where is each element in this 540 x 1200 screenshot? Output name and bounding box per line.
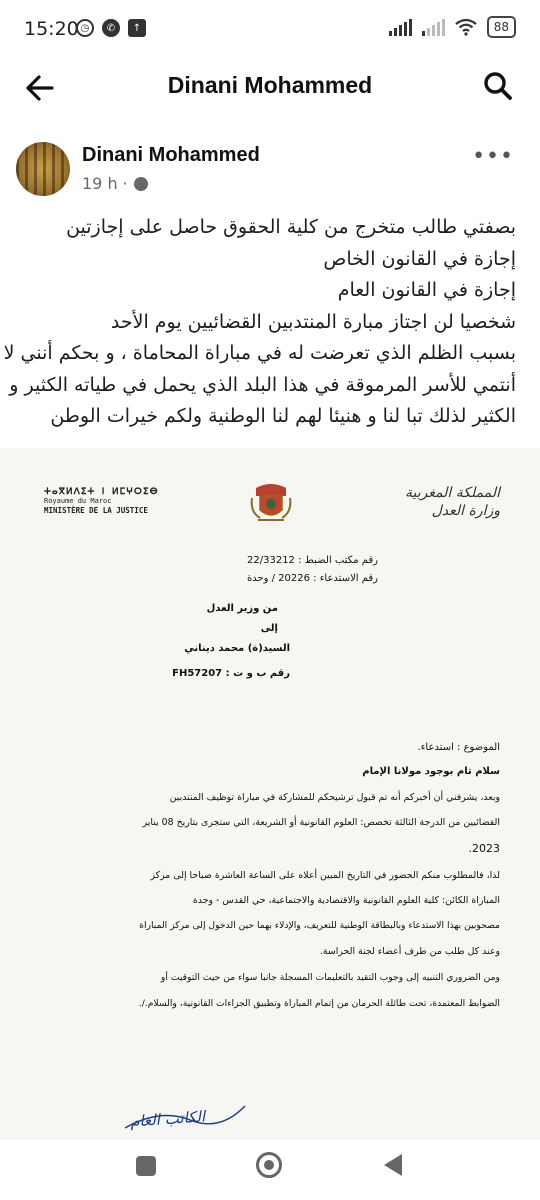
coat-of-arms-icon xyxy=(248,478,294,526)
doc-body-line: وبعد، يشرفني أن أخبركم أنه تم قبول ترشيحكم للمشاركة في مباراة توظيف المنتدبين xyxy=(169,792,500,803)
status-bar xyxy=(0,0,540,62)
battery-icon: 88 xyxy=(487,16,516,38)
doc-body-line: ومن الضروري التنبيه إلى وجوب التقيد بالتعليمات المسجلة جانبا سواء من حيث التوقيت أو xyxy=(160,972,500,983)
alarm-icon: ◷ xyxy=(76,19,94,37)
doc-ref-line: رقم مكتب الضبط : 22/33212 xyxy=(247,555,378,566)
page-title: Dinani Mohammed xyxy=(167,72,373,98)
doc-body-line: المباراة الكائن: كلية العلوم القانونية والاقتصادية والاجتماعية، حي القدس - وجدة xyxy=(192,895,500,906)
post-text-line: بسبب الظلم الذي تعرضت له في مباراة المحاماة ، و بحكم أنني لا xyxy=(3,342,516,364)
signal-2-icon xyxy=(422,18,445,36)
post-text xyxy=(3,212,516,433)
post-text-line: إجازة في القانون الخاص xyxy=(323,247,516,270)
wifi-icon xyxy=(455,18,477,36)
status-right xyxy=(389,16,516,38)
doc-left-header-line: MINISTÈRE DE LA JUSTICE xyxy=(44,506,148,515)
search-icon[interactable] xyxy=(480,68,516,104)
doc-to: إلى xyxy=(260,623,278,634)
post-text-line: شخصيا لن اجتاز مبارة المنتدبين القضائيين يوم الأحد xyxy=(110,310,516,333)
signal-icon xyxy=(389,18,412,36)
doc-from: من وزير العدل xyxy=(206,603,278,614)
doc-right-header-line: المملكة المغربية xyxy=(404,485,500,501)
post-text-line: بصفتي طالب متخرج من كلية الحقوق حاصل على إجازتين xyxy=(66,216,516,238)
doc-ref-line: رقم الاستدعاء : 20226 / وحدة xyxy=(246,573,378,584)
doc-body-line: وعند كل طلب من طرف أعضاء لجنة الحراسة. xyxy=(319,946,500,957)
system-back-icon[interactable] xyxy=(384,1154,402,1176)
doc-body-line: 2023. xyxy=(468,842,500,855)
post-timestamp[interactable]: 19 h · xyxy=(82,174,128,193)
doc-right-header-line: وزارة العدل xyxy=(431,503,500,519)
doc-greeting: سلام تام بوجود مولانا الإمام xyxy=(362,766,500,777)
whatsapp-icon: ✆ xyxy=(102,19,120,37)
home-icon[interactable] xyxy=(256,1152,282,1178)
system-nav-bar xyxy=(0,1140,540,1200)
doc-body-line: الضوابط المعتمدة، تحت طائلة الحرمان من إتمام المباراة وتطبيق الجزاءات القانونية، والسلام./. xyxy=(138,998,500,1009)
app-bar xyxy=(0,62,540,126)
avatar[interactable] xyxy=(16,142,70,196)
doc-body-line: لذا، فالمطلوب منكم الحضور في التاريخ المبين أعلاه على الساعة العاشرة صباحا إلى مركز xyxy=(150,870,500,881)
notification-icons xyxy=(76,19,146,37)
post-text-line: أنتمي للأسر المرموقة في هذا البلد الذي يحمل في طياته الكثير و xyxy=(9,373,516,396)
recent-apps-icon[interactable] xyxy=(136,1156,156,1176)
doc-left-header-line: Royaume du Maroc xyxy=(44,497,112,505)
more-options-icon[interactable]: ••• xyxy=(472,144,514,169)
doc-recipient: السيد(ة) محمد ديناني xyxy=(184,643,290,654)
signature-scribble-icon xyxy=(120,1098,250,1138)
upload-icon: ↑ xyxy=(128,19,146,37)
post-header xyxy=(0,138,540,200)
post-image[interactable] xyxy=(0,448,540,1148)
globe-icon xyxy=(134,177,148,191)
doc-body-line: مصحوبين بهذا الاستدعاء وبالبطاقة الوطنية للتعريف، والإدلاء بهما حين الدخول إلى مركز المباراة xyxy=(139,920,500,931)
doc-subject: الموضوع : استدعاء. xyxy=(417,742,500,753)
doc-left-header: ⵜⴰⴳⵍⴷⵉⵜ ⵏ ⵍⵎⵖⵔⵉⴱ Royaume du Maroc MINISTÈRE DE LA JUSTICE xyxy=(44,487,159,515)
author-name[interactable]: Dinani Mohammed xyxy=(82,144,260,166)
post-meta xyxy=(82,174,148,193)
doc-body-line: القضائيين من الدرجة الثالثة تخصص: العلوم القانونية أو الشريعة، التي ستجرى بتاريخ 08 يناير xyxy=(142,817,500,828)
post-text-line: الكثير لذلك تبا لنا و هنيئا لهم لنا الوطنية ولكم خيرات الوطن xyxy=(50,405,516,427)
post-text-line: إجازة في القانون العام xyxy=(337,279,516,301)
doc-id-number: رقم ب و ت : FH57207 xyxy=(172,668,290,679)
doc-signature: الكاتب العام xyxy=(129,1107,206,1131)
doc-right-header xyxy=(405,484,500,520)
status-time: 15:20 xyxy=(24,18,79,40)
